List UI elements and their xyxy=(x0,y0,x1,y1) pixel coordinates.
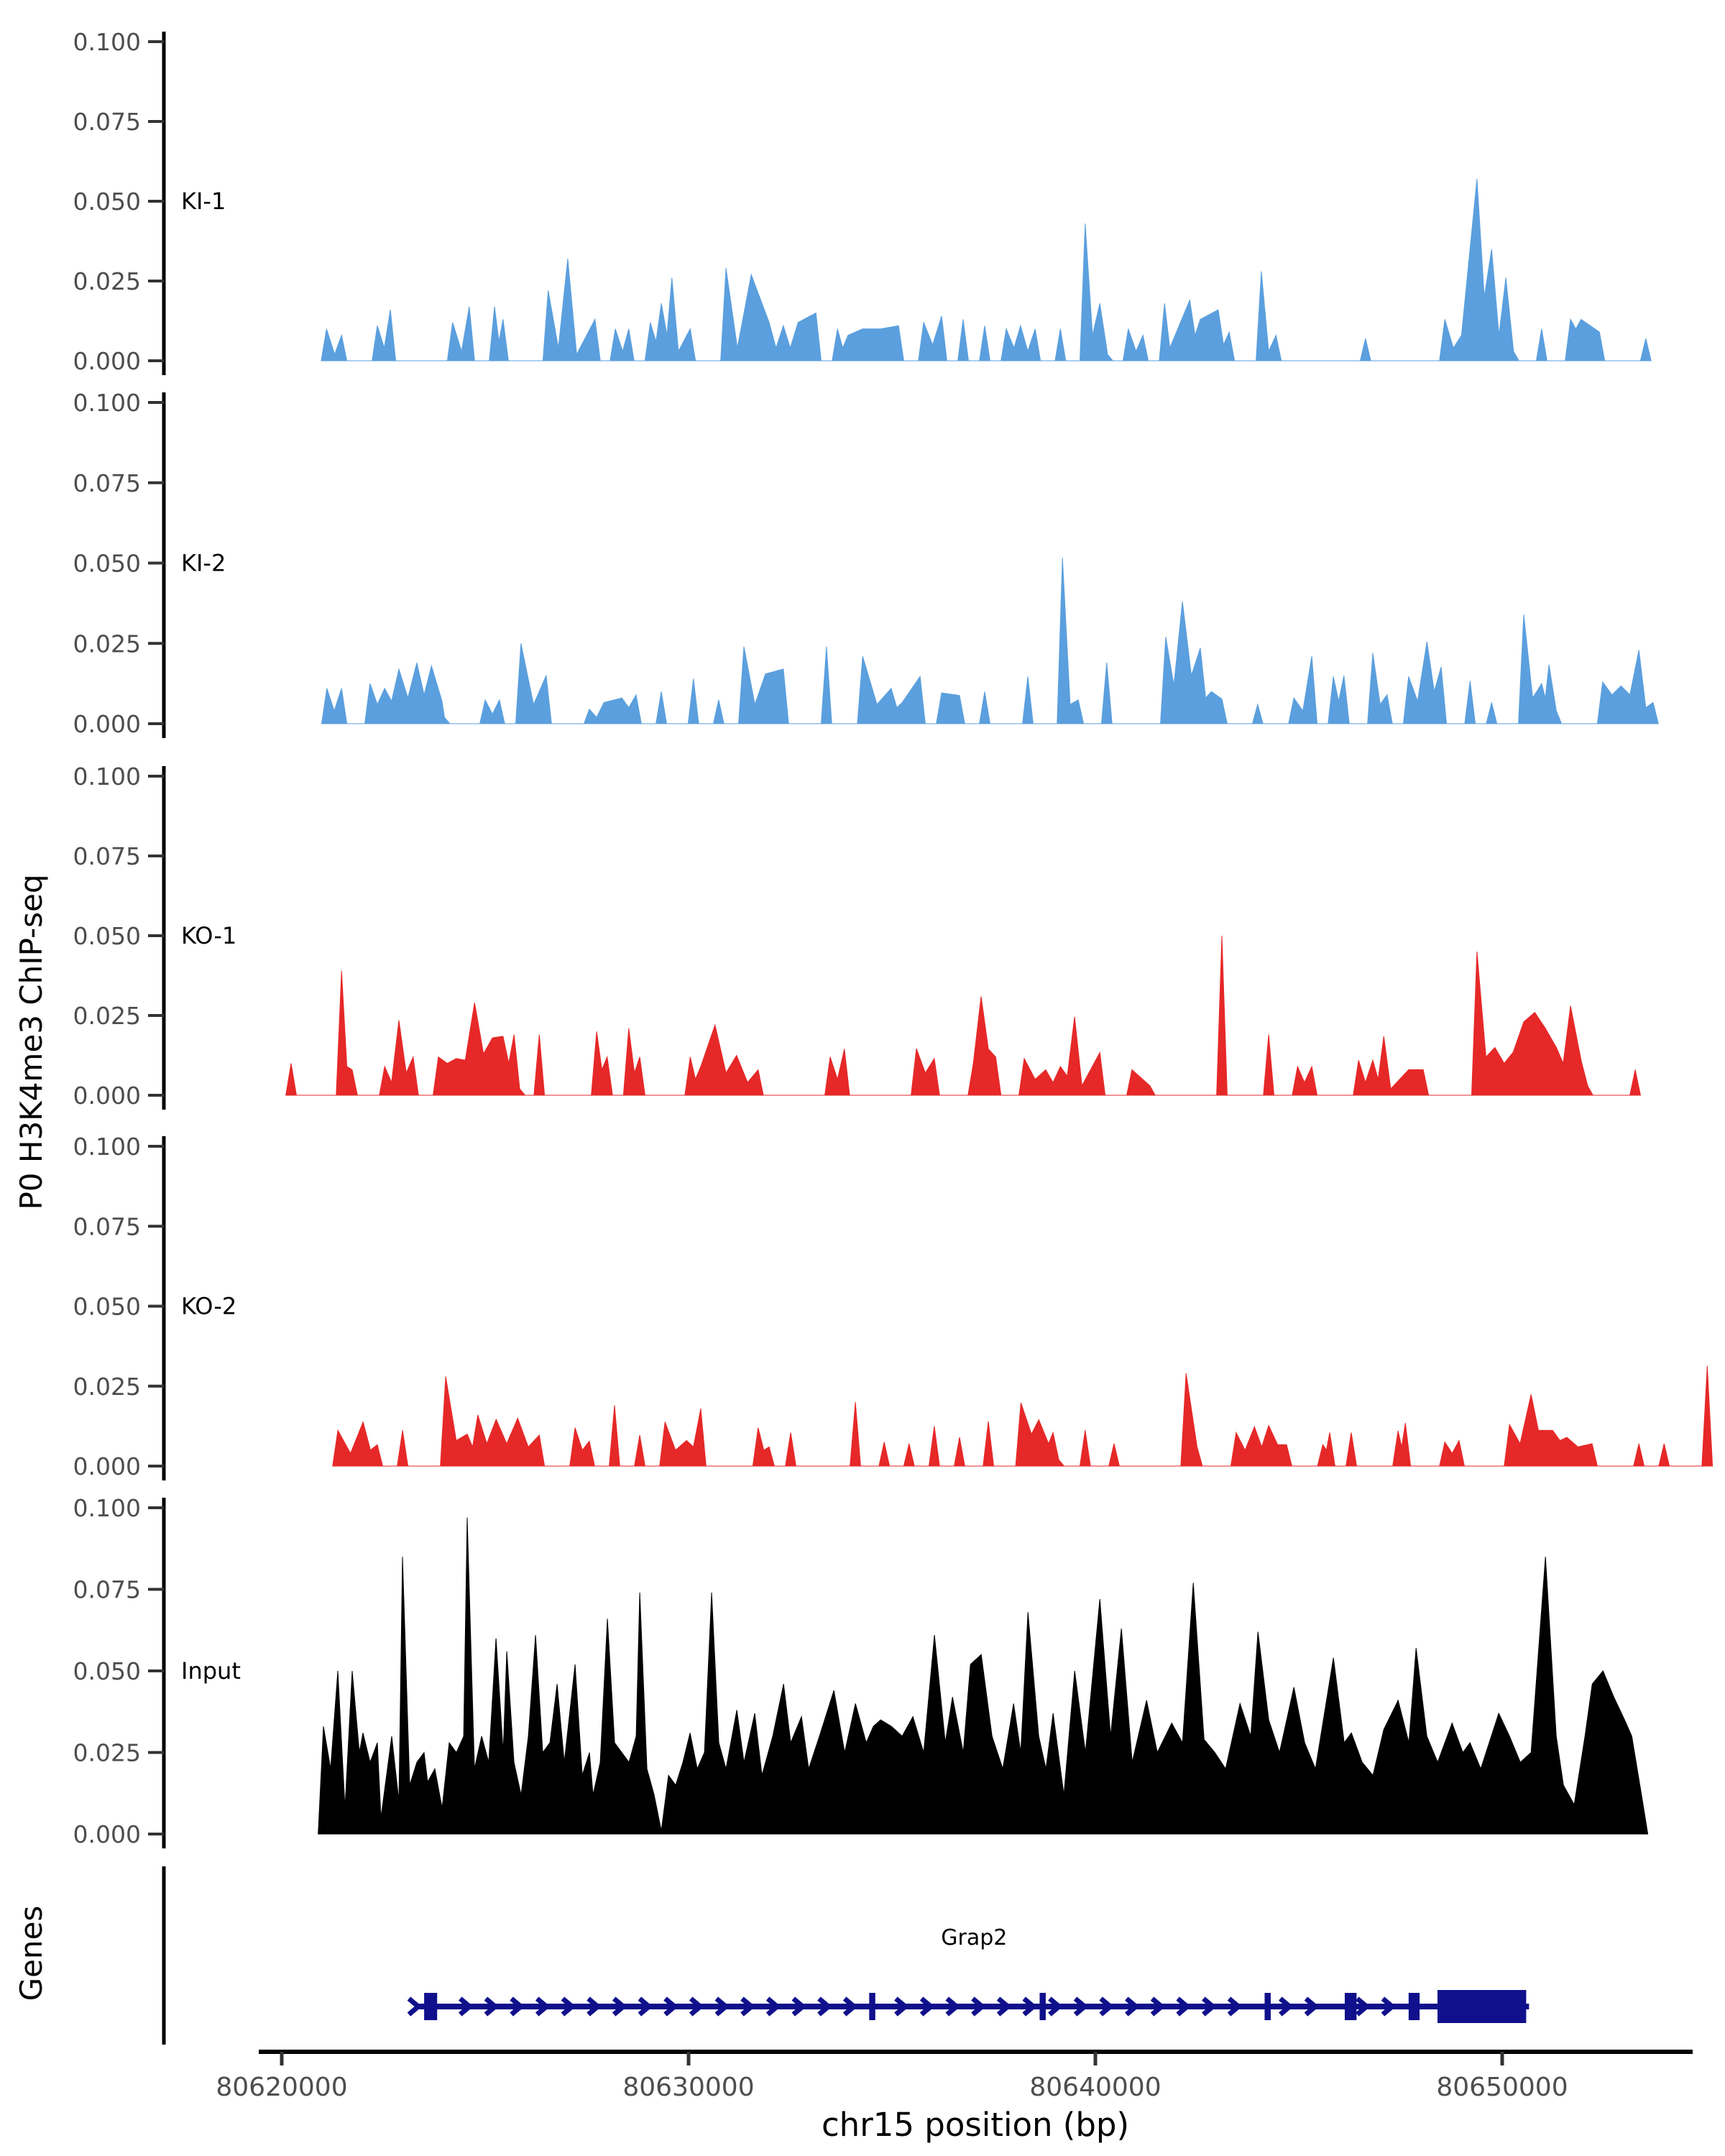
y-tick-label: 0.100 xyxy=(73,389,141,417)
track-label: Input xyxy=(181,1657,241,1685)
y-tick-label: 0.050 xyxy=(73,188,141,216)
y-tick-label: 0.075 xyxy=(73,1575,141,1604)
gene-name-label: Grap2 xyxy=(941,1925,1008,1950)
y-tick-label: 0.050 xyxy=(73,549,141,578)
y-tick-label: 0.100 xyxy=(73,763,141,791)
signal-area xyxy=(286,936,1641,1095)
exon-box xyxy=(1409,1993,1420,2020)
y-tick-label: 0.050 xyxy=(73,1292,141,1321)
y-tick-label: 0.100 xyxy=(73,28,141,56)
signal-area xyxy=(321,179,1651,361)
y-tick-label: 0.075 xyxy=(73,108,141,136)
x-tick-label: 80640000 xyxy=(1029,2073,1162,2102)
y-tick-label: 0.000 xyxy=(73,347,141,375)
y-tick-label: 0.000 xyxy=(73,710,141,738)
y-tick-label: 0.000 xyxy=(73,1082,141,1110)
signal-area xyxy=(322,558,1659,724)
track-label: KO-1 xyxy=(181,922,237,949)
x-axis-title: chr15 position (bp) xyxy=(821,2106,1130,2144)
y-tick-label: 0.050 xyxy=(73,922,141,950)
exon-box xyxy=(869,1993,875,2020)
signal-area xyxy=(318,1518,1648,1834)
track-label: KI-1 xyxy=(181,188,226,215)
track-KO-2 xyxy=(73,1133,1713,1480)
y-tick-label: 0.025 xyxy=(73,630,141,658)
gene-panel xyxy=(164,1866,1529,2045)
y-tick-label: 0.075 xyxy=(73,842,141,870)
exon-box xyxy=(1039,1993,1045,2020)
y-tick-label: 0.050 xyxy=(73,1657,141,1685)
y-tick-label: 0.025 xyxy=(73,1738,141,1767)
strand-arrow xyxy=(409,1999,418,2014)
track-label: KI-2 xyxy=(181,549,226,577)
exon-box xyxy=(1345,1993,1356,2020)
y-tick-label: 0.075 xyxy=(73,469,141,497)
y-tick-label: 0.025 xyxy=(73,1002,141,1030)
genes-axis-title: Genes xyxy=(14,1905,49,2001)
y-tick-label: 0.025 xyxy=(73,267,141,295)
exon-box xyxy=(1438,1990,1526,2023)
track-KO-1 xyxy=(73,763,1641,1110)
track-KI-2 xyxy=(73,389,1659,738)
x-axis xyxy=(216,2052,1693,2102)
y-tick-label: 0.000 xyxy=(73,1820,141,1848)
exon-box xyxy=(1264,1993,1270,2020)
track-KI-1 xyxy=(73,28,1652,375)
y-tick-label: 0.000 xyxy=(73,1452,141,1480)
y-tick-label: 0.025 xyxy=(73,1372,141,1401)
x-tick-label: 80650000 xyxy=(1436,2073,1568,2102)
track-label: KO-2 xyxy=(181,1292,237,1320)
y-axis-title: P0 H3K4me3 ChIP-seq xyxy=(14,874,49,1210)
x-tick-label: 80620000 xyxy=(216,2073,348,2102)
y-tick-label: 0.075 xyxy=(73,1212,141,1241)
track-Input xyxy=(73,1494,1648,1848)
exon-box xyxy=(424,1993,437,2020)
signal-tracks xyxy=(73,28,1713,1848)
y-tick-label: 0.100 xyxy=(73,1133,141,1161)
y-tick-label: 0.100 xyxy=(73,1494,141,1522)
x-tick-label: 80630000 xyxy=(622,2073,755,2102)
signal-area xyxy=(333,1366,1713,1466)
